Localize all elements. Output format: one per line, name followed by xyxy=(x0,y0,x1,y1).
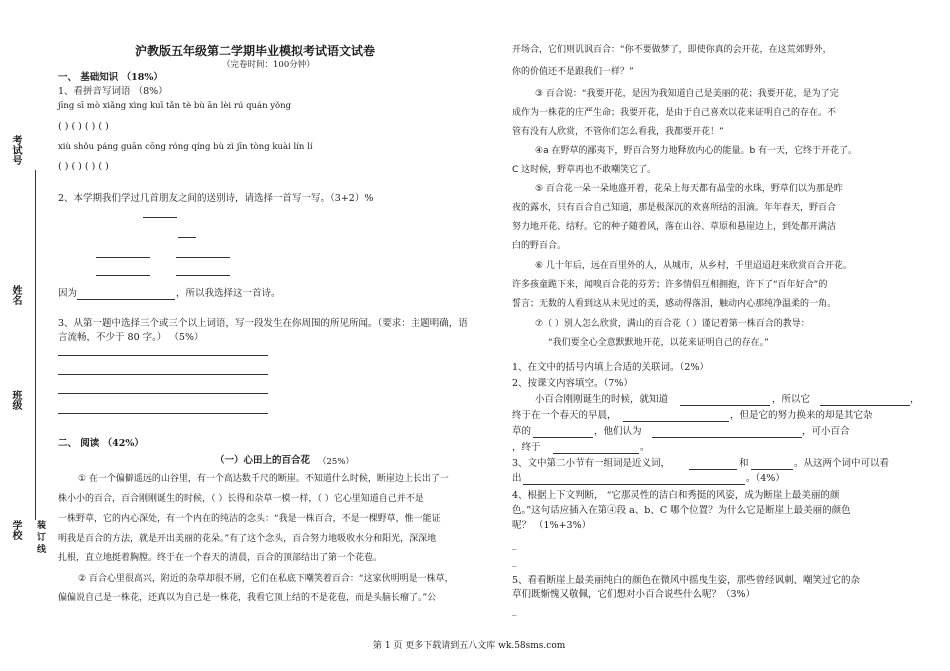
para2-line3: 开场合，它们则讥讽百合：“你不要做梦了，即使你真的会开花，在这荒郊野外， xyxy=(512,45,832,55)
para6-line3: 誓言；无数的人看到这从未见过的美，感动得落泪，触动内心那纯净温柔的一角。 xyxy=(512,299,837,309)
rq3-line1-a: 3、文中第二小节有一组词是近义词， xyxy=(512,458,671,469)
rq2-line1-a: 小百合刚刚诞生的时候，就知道 xyxy=(535,394,669,405)
pinyin-row-1: jīng sī mò xiǎng xìng kuī tǎn tè bù ān lèi rú quán yǒng xyxy=(58,101,292,111)
binding-label: 装 订 线 xyxy=(35,520,45,554)
page-title: 沪教版五年级第二学期毕业模拟考试语文试卷 xyxy=(135,44,376,58)
rq4-line2: 色。”这句话应插入在第④段 a、b、C 哪个位置？为什么它是断崖上最美丽的颜色 xyxy=(512,505,851,516)
rq3-blank-1[interactable] xyxy=(689,469,737,470)
poem-author-line[interactable] xyxy=(178,237,196,238)
q2-text: 2、本学期我们学过几首朋友之间的送别诗，请选择一首写一写。（3+2）% xyxy=(58,193,374,204)
q3-answer-line-1[interactable] xyxy=(58,355,268,356)
para3-line2: 成作为一株花的庄严生命；我要开花，是由于自己喜欢以花来证明自己的存在。不 xyxy=(512,108,837,118)
blanks-row-2: ( ) ( ) ( ) ( ) xyxy=(58,161,109,172)
rq2-line2-b: ，但是它的努力换来的却是其它杂 xyxy=(730,410,873,421)
q3-answer-line-2[interactable] xyxy=(58,374,268,375)
para7-line2: “我们要全心全意默默地开花，以花来证明自己的存在。” xyxy=(548,338,769,348)
rq4-line1: 4、根据上下文判断， “它那灵性的洁白和秀挺的风姿，成为断崖上最美丽的颜 xyxy=(512,490,840,501)
rq2-blank-4[interactable] xyxy=(533,437,593,438)
page-subtitle: （完卷时间：100分钟） xyxy=(222,60,315,70)
pinyin-row-2: xiù shǒu páng guān cōng róng qíng bù zì jīn tòng kuài lín lí xyxy=(58,142,313,152)
rq3-blank-3[interactable] xyxy=(523,484,745,485)
q2-because: 因为 xyxy=(58,288,78,299)
q2-reason-line[interactable] xyxy=(77,299,175,300)
rq4-answer-mark-2[interactable]: _ xyxy=(512,557,517,567)
rq2-line1-c: ， xyxy=(910,394,920,405)
para6-line2: 许多孩童跪下来，闻嗅百合花的芬芳；许多情侣互相拥抱，许下了“百年好合”的 xyxy=(512,280,828,290)
poem-line-1a[interactable] xyxy=(96,257,150,258)
para6-line1: ⑥ 几十年后，远在百里外的人，从城市，从乡村，千里迢迢赶来欣赏百合开花。 xyxy=(535,261,852,271)
class-label: 班级 xyxy=(10,390,21,410)
para7-line1: ⑦（ ）别人怎么欣赏，满山的百合花（ ）谨记着第一株百合的教导： xyxy=(535,319,810,329)
rq2-line3-b: ，他们认为 xyxy=(594,426,642,437)
rq2-line4-a: ，终于 xyxy=(512,442,541,453)
rq5-line2: 草们既惭愧又敬佩，它们想对小百合说些什么呢？（3%） xyxy=(512,589,756,600)
para2-line1: ② 百合心里很高兴，附近的杂草却很不屑，它们在私底下嘲笑着百合：“这家伙明明是一株草， xyxy=(78,574,454,584)
para5-line2: 夜的露水，只有百合自己知道，那是极深沉的欢喜所结的泪滴。年年春天，野百合 xyxy=(512,203,837,213)
rq4-answer-mark-1[interactable]: _ xyxy=(512,540,517,550)
rq2-line1-b: ，所以它 xyxy=(772,394,811,405)
para1-line2: 株小小的百合，百合刚刚诞生的时候，（ ）长得和杂草一模一样，（ ）它心里知道自己并不是 xyxy=(58,494,424,504)
rq2-blank-2[interactable] xyxy=(820,405,910,406)
para4-line2: C 这时候，野草再也不敢嘲笑它了。 xyxy=(512,165,657,175)
para3-line3: 管有没有人欣赏，不管你们怎么看我，我都要开花！” xyxy=(512,127,724,137)
binding-line xyxy=(35,170,36,520)
rq5-line1: 5、看看断崖上最美丽纯白的颜色在微风中摇曳生姿，那些曾经讽刺、嘲笑过它的杂 xyxy=(512,575,861,586)
rq3-line2-b: 。（4%） xyxy=(746,473,785,484)
q2-end: ，所以我选择这一首诗。 xyxy=(176,288,281,299)
rq1-text: 1、在文中的括号内填上合适的关联词。（2%） xyxy=(512,362,709,373)
poem-title-line[interactable] xyxy=(143,217,177,218)
para4-line1: ④a 在野草的鄙夷下，野百合努力地释放内心的能量。b 有一天，它终于开花了。 xyxy=(535,146,858,156)
blanks-row-1: ( ) ( ) ( ) ( ) xyxy=(58,121,109,132)
rq2-text: 2、按课文内容填空。（7%） xyxy=(512,378,633,389)
rq2-line2-a: 终于在一个春天的早晨， xyxy=(512,410,617,421)
rq3-blank-2[interactable] xyxy=(751,469,793,470)
passage-title: （一）心田上的百合花 xyxy=(215,455,311,466)
q3-answer-line-4[interactable] xyxy=(58,413,268,414)
section1-heading: 一、 基础知识 （18%） xyxy=(58,72,163,83)
para1-line5: 扎根，直立地挺着胸膛。终于在一个春天的清晨，百合的顶部结出了第一个花苞。 xyxy=(58,553,383,563)
para1-line4: 明我是百合的方法，就是开出美丽的花朵。”有了这个念头，百合努力地吸收水分和阳光，深深地 xyxy=(58,534,437,544)
rq2-line3-c: ，可小百合 xyxy=(802,426,850,437)
poem-line-1b[interactable] xyxy=(176,257,230,258)
rq2-blank-5[interactable] xyxy=(652,437,802,438)
name-label: 姓名 xyxy=(10,285,21,305)
para2-line4: 你的价值还不是跟我们一样？” xyxy=(512,67,634,77)
poem-line-2b[interactable] xyxy=(176,275,230,276)
para5-line1: ⑤ 百合花一朵一朵地盛开着，花朵上每天都有晶莹的水珠，野草们以为那是昨 xyxy=(535,184,843,194)
para5-line4: 白的野百合。 xyxy=(512,241,567,251)
poem-line-2a[interactable] xyxy=(96,275,150,276)
rq5-answer-mark[interactable]: _ xyxy=(512,606,517,616)
para5-line3: 努力地开花、结籽。它的种子随着风，落在山谷、草原和悬崖边上，到处都开满洁 xyxy=(512,222,837,232)
rq2-line4-b: 。 xyxy=(640,442,650,453)
rq2-line3-a: 草的 xyxy=(512,426,532,437)
school-label: 学校 xyxy=(10,520,21,540)
para3-line1: ③ 百合说：“我要开花，是因为我知道自己是美丽的花；我要开花，是为了完 xyxy=(535,89,839,99)
q3-text-line1: 3、从第一题中选择三个或三个以上词语，写一段发生在你周围的所见所闻。（要求：主题明确，语 xyxy=(58,318,468,329)
rq2-blank-1[interactable] xyxy=(680,405,770,406)
page-footer: 第 1 页 更多下载请到五八文库 wk.58sms.com xyxy=(373,641,566,651)
rq2-blank-7[interactable] xyxy=(553,453,639,454)
exam-no-label: 考试号 xyxy=(10,135,21,165)
q3-text-line2: 言流畅，不少于 80 字。） （5%） xyxy=(58,332,204,343)
para1-line3: 一株野草，它的内心深处，有一个内在的纯洁的念头：“我是一株百合，不是一棵野草，惟一能证 xyxy=(58,514,441,524)
q1-text: 1、看拼音写词语 （8%） xyxy=(58,86,168,97)
rq4-line3: 呢？ （1%+3%） xyxy=(512,520,592,531)
q3-answer-line-3[interactable] xyxy=(58,393,268,394)
rq3-line1-b: 和 xyxy=(739,458,749,469)
rq3-line1-c: 。从这两个词中可以看 xyxy=(794,458,890,469)
para2-line2: 偏偏说自己是一株花，还真以为自己是一株花，我看它顶上结的不是花苞，而是头脑长瘤了。”公 xyxy=(58,593,437,603)
rq2-blank-3[interactable] xyxy=(623,421,729,422)
para1-line1: ① 在一个偏僻遥远的山谷里，有一个高达数千尺的断崖。不知道什么时候，断崖边上长出了一 xyxy=(78,474,449,484)
section2-heading: 二、 阅读 （42%） xyxy=(58,438,144,449)
rq3-line2-a: 出 xyxy=(512,473,522,484)
passage-score: （25%） xyxy=(318,457,354,467)
